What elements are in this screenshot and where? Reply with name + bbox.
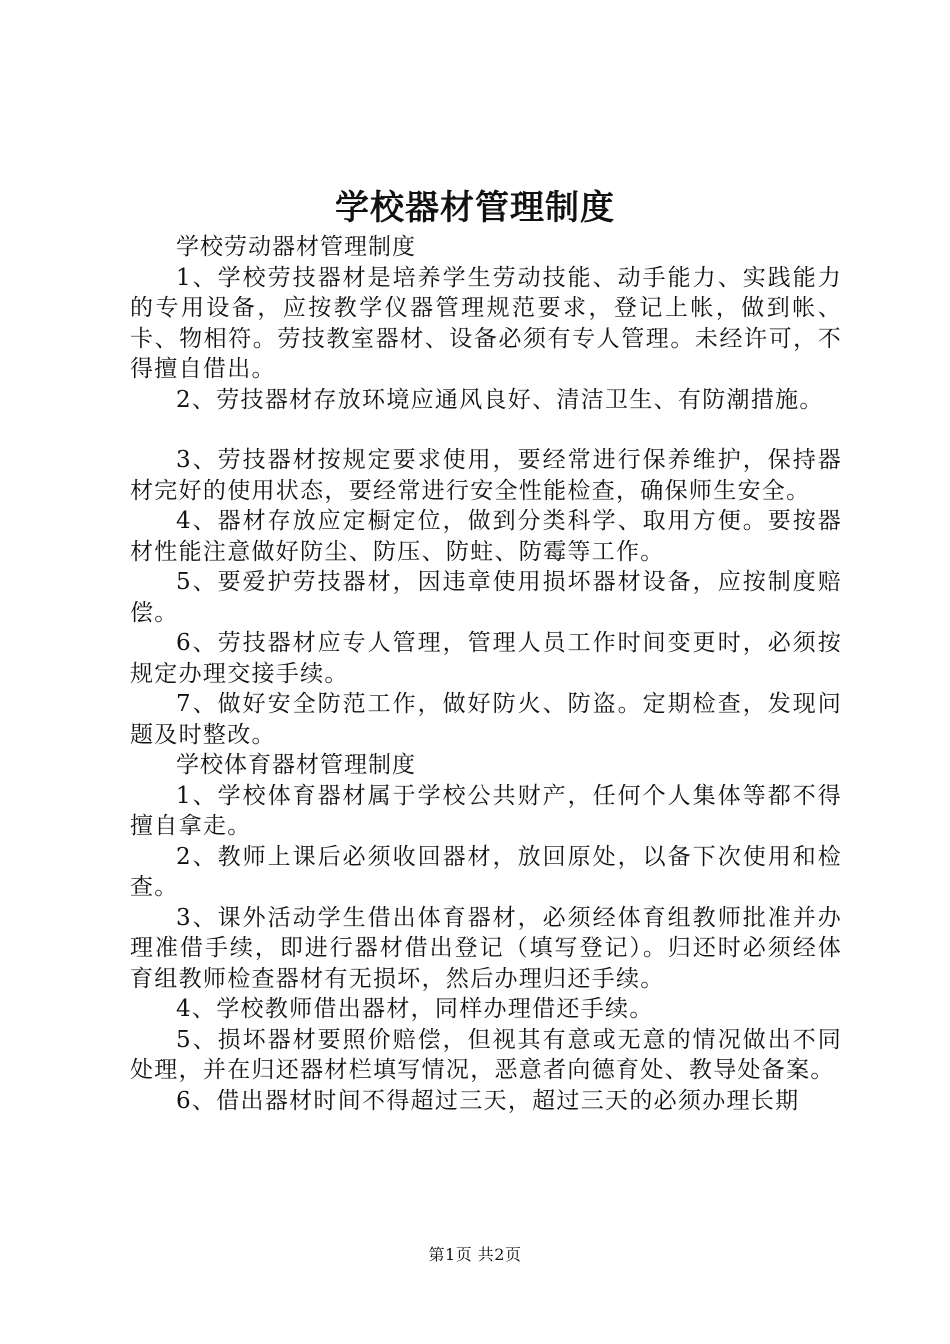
paragraph: 1、学校劳技器材是培养学生劳动技能、动手能力、实践能力的专用设备，应按教学仪器管理规范要求，登记上帐，做到帐、卡、物相符。劳技教室器材、设备必须有专人管理。未经许可，不得擅自借出。	[130, 264, 842, 382]
page-footer: 第1页 共2页	[428, 1245, 522, 1264]
paragraph: 4、学校教师借出器材，同样办理借还手续。	[176, 996, 654, 1022]
paragraph: 3、课外活动学生借出体育器材，必须经体育组教师批准并办理准借手续，即进行器材借出登记（填写登记）。归还时必须经体育组教师检查器材有无损坏，然后办理归还手续。	[130, 904, 842, 992]
paragraph: 2、劳技器材存放环境应通风良好、清洁卫生、有防潮措施。	[176, 386, 824, 413]
paragraph: 3、劳技器材按规定要求使用，要经常进行保养维护，保持器材完好的使用状态，要经常进行安全性能检查，确保师生安全。	[130, 447, 842, 504]
document-body	[130, 232, 842, 1116]
paragraph: 6、劳技器材应专人管理，管理人员工作时间变更时，必须按规定办理交接手续。	[130, 630, 842, 687]
paragraph: 5、要爱护劳技器材，因违章使用损坏器材设备，应按制度赔偿。	[130, 569, 842, 626]
paragraph: 1、学校体育器材属于学校公共财产，任何个人集体等都不得擅自拿走。	[130, 782, 842, 839]
paragraph: 5、损坏器材要照价赔偿，但视其有意或无意的情况做出不同处理，并在归还器材栏填写情况，恶意者向德育处、教导处备案。	[130, 1026, 842, 1083]
paragraph: 4、器材存放应定橱定位，做到分类科学、取用方便。要按器材性能注意做好防尘、防压、防蛀、防霉等工作。	[130, 508, 842, 565]
section-heading-sports: 学校体育器材管理制度	[176, 752, 416, 778]
section-heading-labor: 学校劳动器材管理制度	[176, 234, 416, 260]
paragraph: 7、做好安全防范工作，做好防火、防盗。定期检查，发现问题及时整改。	[130, 691, 842, 748]
document-title: 学校器材管理制度	[335, 188, 615, 228]
paragraph: 6、借出器材时间不得超过三天，超过三天的必须办理长期	[176, 1087, 800, 1114]
paragraph: 2、教师上课后必须收回器材，放回原处，以备下次使用和检查。	[130, 843, 842, 900]
